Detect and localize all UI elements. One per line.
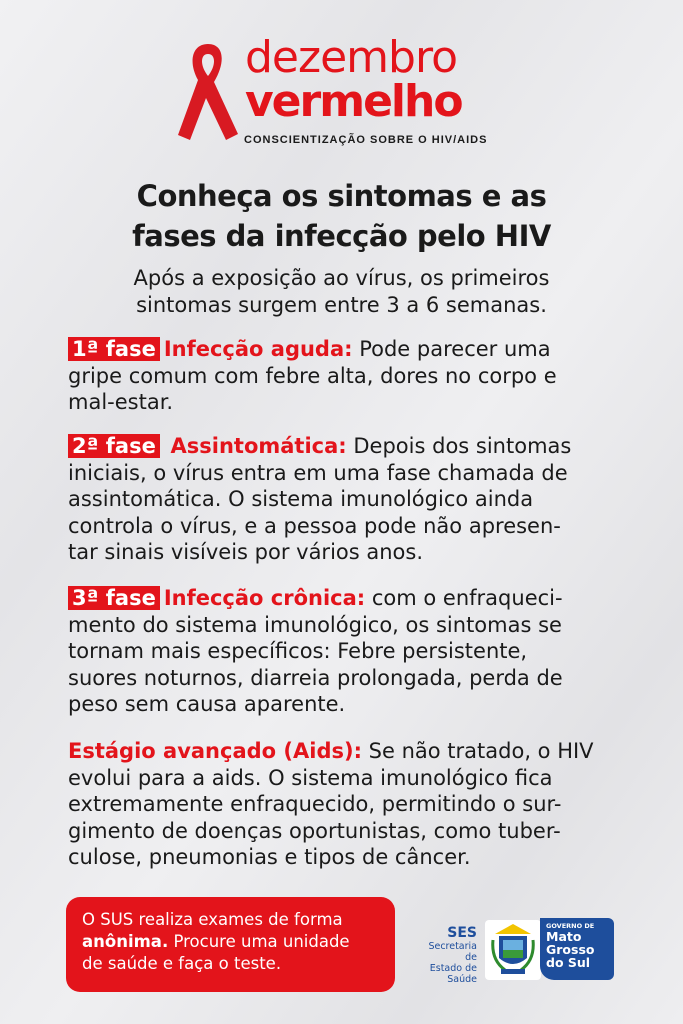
phase-text: mal-estar. (68, 390, 174, 414)
phase-2 (68, 433, 571, 566)
cta-text: de saúde e faça o teste. (82, 954, 282, 973)
phase-text: assintomática. O sistema imunológico ainda (68, 487, 534, 511)
page-title (0, 176, 683, 256)
cta-box (66, 897, 395, 992)
ses-text: Estado de (429, 963, 477, 974)
government-logo (540, 918, 614, 980)
phase-label: Estágio avançado (Aids): (68, 739, 362, 763)
phase-text: gripe comum com febre alta, dores no corpo e (68, 363, 557, 388)
intro-line: sintomas surgem entre 3 a 6 semanas. (136, 293, 547, 317)
advanced-stage (68, 738, 594, 871)
gov-name: Grosso (546, 942, 595, 957)
ses-text: Saúde (447, 974, 477, 985)
phase-text: culose, pneumonias e tipos de câncer. (68, 845, 471, 869)
title-line: fases da infecção pelo HIV (132, 219, 551, 253)
gov-label: GOVERNO DE (546, 922, 595, 930)
cta-text: O SUS realiza exames de forma (82, 910, 343, 929)
phase-label: Infecção aguda: (163, 337, 353, 361)
ses-text: Secretaria de (428, 941, 477, 963)
phase-label: Assintomática: (170, 434, 347, 458)
gov-name: do Sul (546, 955, 591, 970)
intro-text (0, 265, 683, 319)
ses-logo (415, 925, 477, 985)
cta-text: Procure uma unidade (168, 932, 350, 951)
phase-label: Infecção crônica: (163, 586, 366, 610)
phase-text: controla o vírus, e a pessoa pode não apresen- (68, 513, 561, 538)
red-ribbon-icon (170, 40, 245, 145)
logo-line1: dezembro (245, 32, 457, 83)
phase-text: iniciais, o vírus entra em uma fase chamada de (68, 460, 568, 485)
title-line: Conheça os sintomas e as (136, 179, 547, 213)
phase-text: gimento de doenças oportunistas, como tuber- (68, 818, 561, 843)
logo-line2: vermelho (245, 76, 462, 127)
dezembro-vermelho-logo (170, 32, 500, 153)
phase-1 (68, 336, 557, 416)
ses-acronym: SES (447, 925, 477, 941)
logo-tagline: CONSCIENTIZAÇÃO SOBRE O HIV/AIDS (244, 134, 488, 146)
phase-text: Se não tratado, o HIV (368, 739, 594, 763)
phase-text: com o enfraqueci- (371, 586, 563, 610)
phase-badge: 3ª fase (68, 586, 160, 610)
phase-text: peso sem causa aparente. (68, 692, 346, 716)
cta-emphasis: anônima. (82, 932, 169, 951)
phase-text: Depois dos sintomas (353, 434, 572, 458)
phase-text: evolui para a aids. O sistema imunológico fica (68, 765, 553, 790)
state-crest-icon (485, 920, 541, 980)
phase-text: tar sinais visíveis por vários anos. (68, 540, 424, 564)
phase-badge: 2ª fase (68, 434, 160, 458)
intro-line: Após a exposição ao vírus, os primeiros (133, 266, 550, 290)
phase-text: tornam mais específicos: Febre persistente, (68, 639, 528, 663)
phase-text: Pode parecer uma (359, 337, 551, 361)
phase-badge: 1ª fase (68, 337, 160, 361)
phase-text: mento do sistema imunológico, os sintomas se (68, 612, 562, 637)
phase-text: extremamente enfraquecido, permitindo o sur- (68, 792, 562, 816)
phase-3 (68, 585, 563, 718)
gov-name: Mato (546, 929, 582, 944)
phase-text: suores noturnos, diarreia prolongada, perda de (68, 665, 563, 690)
